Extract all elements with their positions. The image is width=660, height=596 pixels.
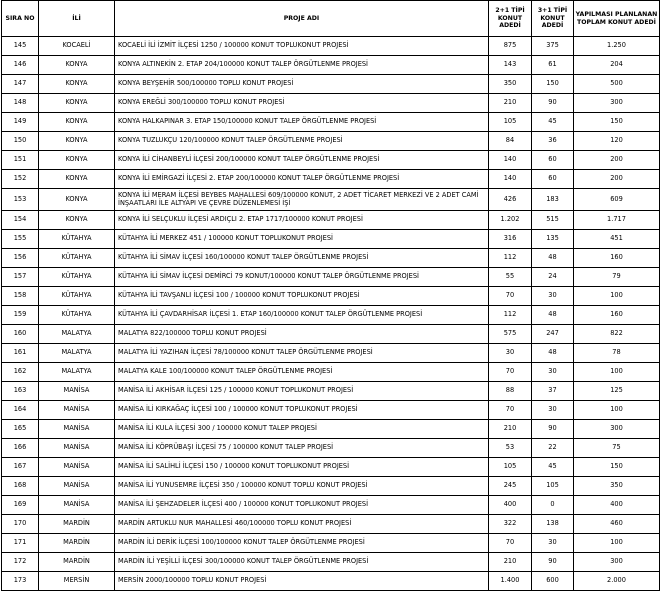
cell-toplam: 160	[574, 306, 660, 325]
cell-tip21: 210	[489, 420, 532, 439]
cell-sira: 167	[2, 458, 39, 477]
cell-toplam: 120	[574, 132, 660, 151]
header-ili: İLİ	[39, 1, 115, 37]
table-row	[2, 439, 660, 458]
cell-toplam: 75	[574, 439, 660, 458]
cell-proje: KONYA BEYŞEHİR 500/100000 TOPLU KONUT PROJESİ	[115, 75, 489, 94]
cell-ili: MARDİN	[39, 553, 115, 572]
cell-ili: KOCAELİ	[39, 37, 115, 56]
cell-tip21: 140	[489, 151, 532, 170]
cell-proje: MANİSA İLİ ŞEHZADELER İLÇESİ 400 / 100000 KONUT TOPLUKONUT PROJESİ	[115, 496, 489, 515]
table-row	[2, 306, 660, 325]
cell-sira: 157	[2, 268, 39, 287]
table-row	[2, 151, 660, 170]
header-tip31: 3+1 TİPİ KONUT ADEDİ	[532, 1, 574, 37]
cell-sira: 155	[2, 230, 39, 249]
cell-tip31: 61	[532, 56, 574, 75]
cell-toplam: 300	[574, 553, 660, 572]
table-row	[2, 458, 660, 477]
cell-tip21: 30	[489, 344, 532, 363]
cell-proje: KONYA TUZLUKÇU 120/100000 KONUT TALEP ÖRGÜTLENME PROJESİ	[115, 132, 489, 151]
cell-sira: 168	[2, 477, 39, 496]
table-row	[2, 553, 660, 572]
cell-ili: KÜTAHYA	[39, 306, 115, 325]
cell-toplam: 150	[574, 458, 660, 477]
cell-sira: 172	[2, 553, 39, 572]
cell-ili: KONYA	[39, 211, 115, 230]
cell-sira: 164	[2, 401, 39, 420]
cell-ili: MANİSA	[39, 420, 115, 439]
cell-ili: MANİSA	[39, 439, 115, 458]
table-row	[2, 230, 660, 249]
cell-proje: MANİSA İLİ KIRKAĞAÇ İLÇESİ 100 / 100000 KONUT TOPLUKONUT PROJESİ	[115, 401, 489, 420]
cell-sira: 149	[2, 113, 39, 132]
cell-toplam: 160	[574, 249, 660, 268]
cell-toplam: 78	[574, 344, 660, 363]
cell-toplam: 300	[574, 420, 660, 439]
cell-tip31: 45	[532, 113, 574, 132]
header-toplam: YAPILMASI PLANLANAN TOPLAM KONUT ADEDİ	[574, 1, 660, 37]
cell-tip21: 70	[489, 534, 532, 553]
cell-sira: 151	[2, 151, 39, 170]
cell-tip21: 84	[489, 132, 532, 151]
cell-toplam: 609	[574, 189, 660, 211]
table-row	[2, 56, 660, 75]
cell-tip31: 22	[532, 439, 574, 458]
cell-tip21: 105	[489, 113, 532, 132]
cell-tip31: 45	[532, 458, 574, 477]
cell-toplam: 79	[574, 268, 660, 287]
cell-tip21: 575	[489, 325, 532, 344]
cell-tip21: 70	[489, 401, 532, 420]
cell-toplam: 100	[574, 287, 660, 306]
cell-proje: MANİSA İLİ AKHİSAR İLÇESİ 125 / 100000 KONUT TOPLUKONUT PROJESİ	[115, 382, 489, 401]
cell-proje: KONYA EREĞLİ 300/100000 TOPLU KONUT PROJESİ	[115, 94, 489, 113]
cell-tip21: 875	[489, 37, 532, 56]
cell-tip31: 90	[532, 420, 574, 439]
cell-proje: MERSİN 2000/100000 TOPLU KONUT PROJESİ	[115, 572, 489, 591]
cell-ili: MALATYA	[39, 325, 115, 344]
cell-ili: MANİSA	[39, 496, 115, 515]
table-row	[2, 344, 660, 363]
cell-tip31: 30	[532, 287, 574, 306]
cell-tip21: 400	[489, 496, 532, 515]
cell-sira: 148	[2, 94, 39, 113]
cell-ili: KONYA	[39, 56, 115, 75]
cell-proje: KÜTAHYA İLİ SİMAV İLÇESİ 160/100000 KONUT TALEP ÖRGÜTLENME PROJESİ	[115, 249, 489, 268]
cell-proje: MARDİN ARTUKLU NUR MAHALLESİ 460/100000 TOPLU KONUT PROJESİ	[115, 515, 489, 534]
cell-ili: KÜTAHYA	[39, 268, 115, 287]
cell-sira: 153	[2, 189, 39, 211]
cell-tip31: 90	[532, 94, 574, 113]
cell-proje: KONYA İLİ CİHANBEYLİ İLÇESİ 200/100000 KONUT TALEP ÖRGÜTLENME PROJESİ	[115, 151, 489, 170]
cell-sira: 158	[2, 287, 39, 306]
cell-toplam: 300	[574, 94, 660, 113]
cell-toplam: 500	[574, 75, 660, 94]
cell-proje: KONYA HALKAPINAR 3. ETAP 150/100000 KONUT TALEP ÖRGÜTLENME PROJESİ	[115, 113, 489, 132]
cell-proje: KONYA ALTINEKİN 2. ETAP 204/100000 KONUT TALEP ÖRGÜTLENME PROJESİ	[115, 56, 489, 75]
cell-ili: MERSİN	[39, 572, 115, 591]
cell-proje: KOCAELİ İLİ İZMİT İLÇESİ 1250 / 100000 KONUT TOPLUKONUT PROJESİ	[115, 37, 489, 56]
cell-tip31: 375	[532, 37, 574, 56]
cell-ili: KONYA	[39, 75, 115, 94]
cell-sira: 166	[2, 439, 39, 458]
cell-toplam: 150	[574, 113, 660, 132]
cell-proje: MARDİN İLİ YEŞİLLİ İLÇESİ 300/100000 KONUT TALEP ÖRGÜTLENME PROJESİ	[115, 553, 489, 572]
cell-sira: 169	[2, 496, 39, 515]
header-sira: SIRA NO	[2, 1, 39, 37]
cell-tip31: 48	[532, 249, 574, 268]
cell-sira: 145	[2, 37, 39, 56]
cell-tip31: 247	[532, 325, 574, 344]
cell-tip21: 70	[489, 363, 532, 382]
cell-ili: KONYA	[39, 113, 115, 132]
cell-sira: 147	[2, 75, 39, 94]
cell-ili: MARDİN	[39, 515, 115, 534]
cell-tip31: 48	[532, 306, 574, 325]
table-row	[2, 325, 660, 344]
cell-proje: MARDİN İLİ DERİK İLÇESİ 100/100000 KONUT TALEP ÖRGÜTLENME PROJESİ	[115, 534, 489, 553]
header-row	[2, 1, 660, 37]
cell-sira: 159	[2, 306, 39, 325]
cell-toplam: 100	[574, 534, 660, 553]
cell-tip21: 350	[489, 75, 532, 94]
header-proje: PROJE ADI	[115, 1, 489, 37]
cell-tip21: 53	[489, 439, 532, 458]
cell-sira: 163	[2, 382, 39, 401]
cell-toplam: 1.250	[574, 37, 660, 56]
cell-proje: KONYA İLİ SELÇUKLU İLÇESİ ARDIÇLI 2. ETAP 1717/100000 KONUT PROJESİ	[115, 211, 489, 230]
cell-ili: KONYA	[39, 132, 115, 151]
cell-tip21: 105	[489, 458, 532, 477]
cell-proje: MANİSA İLİ YUNUSEMRE İLÇESİ 350 / 100000 KONUT TOPLU KONUT PROJESİ	[115, 477, 489, 496]
cell-tip21: 316	[489, 230, 532, 249]
cell-tip21: 112	[489, 306, 532, 325]
cell-sira: 161	[2, 344, 39, 363]
cell-tip21: 55	[489, 268, 532, 287]
cell-proje: KONYA İLİ EMİRGAZİ İLÇESİ 2. ETAP 200/100000 KONUT TALEP ÖRGÜTLENME PROJESİ	[115, 170, 489, 189]
table-row	[2, 268, 660, 287]
cell-proje: MALATYA KALE 100/100000 KONUT TALEP ÖRGÜTLENME PROJESİ	[115, 363, 489, 382]
table-row	[2, 170, 660, 189]
cell-sira: 162	[2, 363, 39, 382]
cell-toplam: 100	[574, 363, 660, 382]
cell-toplam: 204	[574, 56, 660, 75]
cell-tip31: 0	[532, 496, 574, 515]
cell-proje: KÜTAHYA İLİ TAVŞANLI İLÇESİ 100 / 100000 KONUT TOPLUKONUT PROJESİ	[115, 287, 489, 306]
cell-toplam: 125	[574, 382, 660, 401]
cell-sira: 156	[2, 249, 39, 268]
cell-toplam: 451	[574, 230, 660, 249]
table-row	[2, 363, 660, 382]
cell-tip21: 426	[489, 189, 532, 211]
cell-tip21: 70	[489, 287, 532, 306]
cell-tip31: 600	[532, 572, 574, 591]
table-row	[2, 496, 660, 515]
cell-sira: 154	[2, 211, 39, 230]
cell-ili: KONYA	[39, 151, 115, 170]
cell-ili: MANİSA	[39, 477, 115, 496]
cell-tip21: 245	[489, 477, 532, 496]
cell-tip21: 88	[489, 382, 532, 401]
cell-toplam: 400	[574, 496, 660, 515]
cell-tip31: 30	[532, 363, 574, 382]
cell-tip31: 60	[532, 151, 574, 170]
cell-ili: MALATYA	[39, 363, 115, 382]
cell-tip31: 138	[532, 515, 574, 534]
cell-sira: 150	[2, 132, 39, 151]
cell-ili: MARDİN	[39, 534, 115, 553]
cell-proje: MALATYA İLİ YAZIHAN İLÇESİ 78/100000 KONUT TALEP ÖRGÜTLENME PROJESİ	[115, 344, 489, 363]
cell-ili: KÜTAHYA	[39, 249, 115, 268]
table-row	[2, 94, 660, 113]
cell-proje: KÜTAHYA İLİ MERKEZ 451 / 100000 KONUT TOPLUKONUT PROJESİ	[115, 230, 489, 249]
cell-toplam: 350	[574, 477, 660, 496]
table-row	[2, 420, 660, 439]
cell-tip21: 210	[489, 553, 532, 572]
cell-proje: MALATYA 822/100000 TOPLU KONUT PROJESİ	[115, 325, 489, 344]
cell-tip21: 210	[489, 94, 532, 113]
table-row	[2, 211, 660, 230]
cell-proje: MANİSA İLİ KULA İLÇESİ 300 / 100000 KONUT TALEP PROJESİ	[115, 420, 489, 439]
table-row	[2, 249, 660, 268]
housing-projects-sheet	[1, 0, 659, 591]
table-row	[2, 401, 660, 420]
table-row	[2, 382, 660, 401]
cell-sira: 146	[2, 56, 39, 75]
table-row	[2, 572, 660, 591]
table-header	[2, 1, 660, 37]
cell-proje: KÜTAHYA İLİ ÇAVDARHİSAR İLÇESİ 1. ETAP 160/100000 KONUT TALEP ÖRGÜTLENME PROJESİ	[115, 306, 489, 325]
cell-tip31: 515	[532, 211, 574, 230]
cell-tip31: 105	[532, 477, 574, 496]
cell-tip21: 1.400	[489, 572, 532, 591]
cell-proje: KONYA İLİ MERAM İLÇESİ BEYBES MAHALLESİ 609/100000 KONUT, 2 ADET TİCARET MERKEZİ VE 2 ADET CAMİ İNŞAATLARI İLE ALTYAPI VE ÇEVRE DÜZENLEMESİ İŞİ	[115, 189, 489, 211]
table-row	[2, 477, 660, 496]
cell-tip31: 183	[532, 189, 574, 211]
cell-ili: MANİSA	[39, 382, 115, 401]
table-row	[2, 534, 660, 553]
cell-ili: MANİSA	[39, 401, 115, 420]
cell-tip21: 1.202	[489, 211, 532, 230]
table-row	[2, 75, 660, 94]
cell-ili: KONYA	[39, 189, 115, 211]
cell-toplam: 1.717	[574, 211, 660, 230]
cell-sira: 160	[2, 325, 39, 344]
cell-tip21: 112	[489, 249, 532, 268]
cell-toplam: 822	[574, 325, 660, 344]
cell-toplam: 100	[574, 401, 660, 420]
cell-tip31: 60	[532, 170, 574, 189]
table-row	[2, 37, 660, 56]
table-row	[2, 113, 660, 132]
cell-proje: KÜTAHYA İLİ SİMAV İLÇESİ DEMİRCİ 79 KONUT/100000 KONUT TALEP ÖRGÜTLENME PROJESİ	[115, 268, 489, 287]
cell-sira: 165	[2, 420, 39, 439]
housing-projects-table	[1, 0, 660, 591]
cell-proje: MANİSA İLİ SALİHLİ İLÇESİ 150 / 100000 KONUT TOPLUKONUT PROJESİ	[115, 458, 489, 477]
cell-tip31: 48	[532, 344, 574, 363]
cell-ili: KÜTAHYA	[39, 287, 115, 306]
cell-toplam: 460	[574, 515, 660, 534]
table-row	[2, 132, 660, 151]
table-row	[2, 287, 660, 306]
table-row	[2, 189, 660, 211]
header-tip21: 2+1 TİPİ KONUT ADEDİ	[489, 1, 532, 37]
cell-ili: KONYA	[39, 170, 115, 189]
cell-tip31: 30	[532, 534, 574, 553]
cell-sira: 173	[2, 572, 39, 591]
cell-tip31: 36	[532, 132, 574, 151]
cell-proje: MANİSA İLİ KÖPRÜBAŞI İLÇESİ 75 / 100000 KONUT TALEP PROJESİ	[115, 439, 489, 458]
cell-tip31: 24	[532, 268, 574, 287]
cell-sira: 171	[2, 534, 39, 553]
cell-toplam: 2.000	[574, 572, 660, 591]
cell-tip21: 322	[489, 515, 532, 534]
cell-ili: KÜTAHYA	[39, 230, 115, 249]
cell-tip31: 150	[532, 75, 574, 94]
cell-ili: KONYA	[39, 94, 115, 113]
cell-tip31: 37	[532, 382, 574, 401]
cell-tip31: 30	[532, 401, 574, 420]
cell-ili: MALATYA	[39, 344, 115, 363]
cell-tip31: 135	[532, 230, 574, 249]
cell-ili: MANİSA	[39, 458, 115, 477]
table-body	[2, 37, 660, 591]
cell-sira: 152	[2, 170, 39, 189]
cell-toplam: 200	[574, 170, 660, 189]
cell-sira: 170	[2, 515, 39, 534]
cell-toplam: 200	[574, 151, 660, 170]
cell-tip31: 90	[532, 553, 574, 572]
table-row	[2, 515, 660, 534]
cell-tip21: 143	[489, 56, 532, 75]
cell-tip21: 140	[489, 170, 532, 189]
